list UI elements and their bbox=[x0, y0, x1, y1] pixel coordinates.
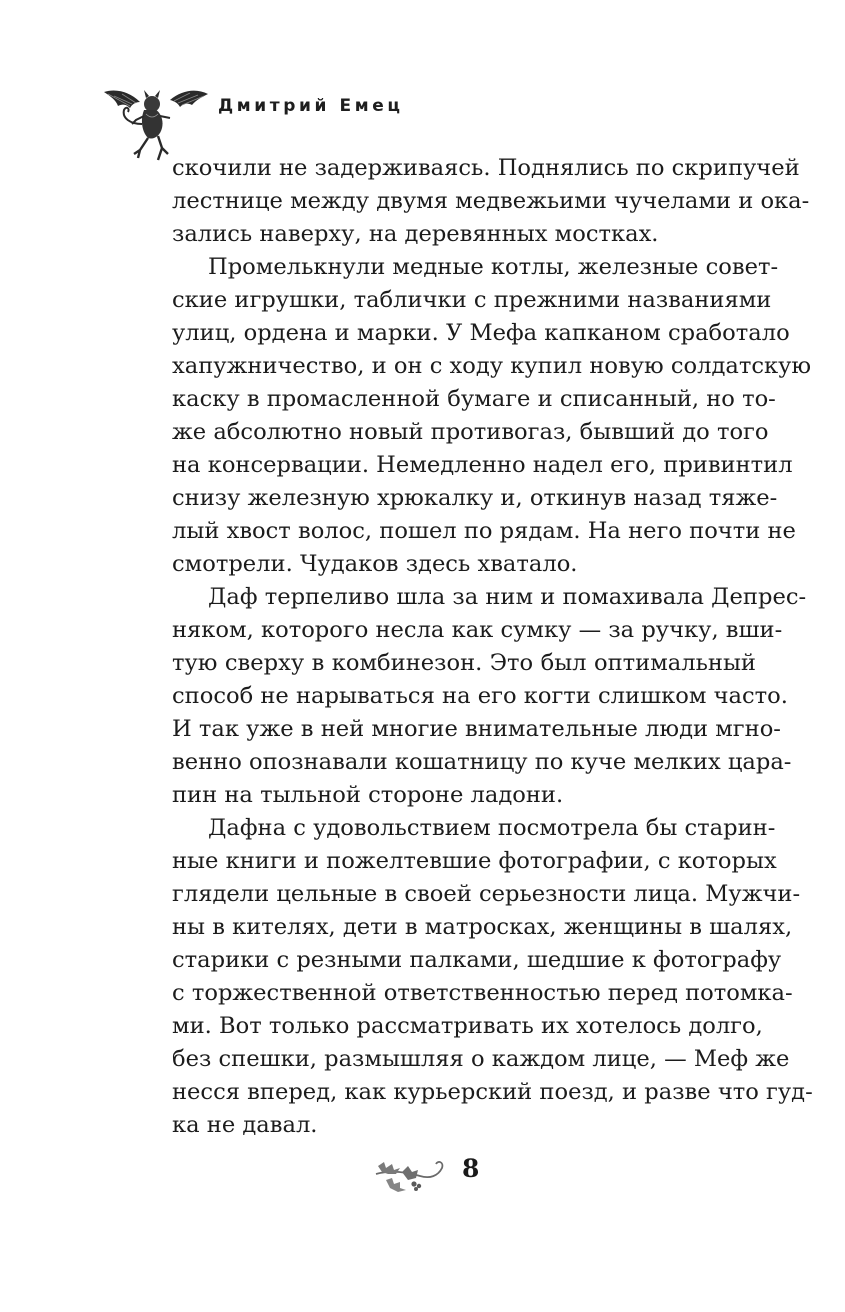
holly-sprig-icon bbox=[372, 1150, 456, 1196]
page-number: 8 bbox=[462, 1154, 480, 1183]
text-line: способ не нарываться на его когти слишком часто. bbox=[172, 683, 788, 709]
text-line: лестнице между двумя медвежьими чучелами и ока- bbox=[172, 188, 810, 214]
text-line: снизу железную хрюкалку и, откинув назад тяже- bbox=[172, 485, 778, 511]
text-line: ка не давал. bbox=[172, 1112, 318, 1138]
text-line: же абсолютно новый противогаз, бывший до того bbox=[172, 419, 769, 445]
text-line: с торжественной ответственностью перед потомка- bbox=[172, 980, 793, 1006]
text-line: ные книги и пожелтевшие фотографии, с которых bbox=[172, 848, 777, 874]
text-line: Даф терпеливо шла за ним и помахивала Депрес- bbox=[208, 584, 807, 610]
text-line: венно опознавали кошатницу по куче мелких цара- bbox=[172, 749, 792, 775]
text-line: няком, которого несла как сумку — за ручку, вши- bbox=[172, 617, 783, 643]
text-line: на консервации. Немедленно надел его, привинтил bbox=[172, 452, 793, 478]
text-line: без спешки, размышляя о каждом лице, — Меф же bbox=[172, 1046, 790, 1072]
text-line: улиц, ордена и марки. У Мефа капканом сработало bbox=[172, 320, 790, 346]
text-line: Дафна с удовольствием посмотрела бы старин- bbox=[208, 815, 776, 841]
text-line: смотрели. Чудаков здесь хватало. bbox=[172, 551, 578, 577]
page-folio bbox=[372, 1148, 492, 1198]
text-line: Промелькнули медные котлы, железные совет- bbox=[208, 254, 779, 280]
text-line: глядели цельные в своей серьезности лица. Мужчи- bbox=[172, 881, 801, 907]
text-line: каску в промасленной бумаге и списанный, но то- bbox=[172, 386, 776, 412]
text-line: пин на тыльной стороне ладони. bbox=[172, 782, 564, 808]
text-line: ские игрушки, таблички с прежними названиями bbox=[172, 287, 772, 313]
body-text bbox=[172, 152, 813, 1142]
text-line: лый хвост волос, пошел по рядам. На него почти не bbox=[172, 518, 796, 544]
text-line: несся вперед, как курьерский поезд, и разве что гуд- bbox=[172, 1079, 813, 1105]
text-line: И так уже в ней многие внимательные люди мгно- bbox=[172, 716, 781, 742]
text-line: скочили не задерживаясь. Поднялись по скрипучей bbox=[172, 155, 800, 181]
text-line: старики с резными палками, шедшие к фотографу bbox=[172, 947, 782, 973]
author-name: Дмитрий Емец bbox=[218, 96, 404, 116]
text-line: хапужничество, и он с ходу купил новую солдатскую bbox=[172, 353, 812, 379]
text-line: ны в кителях, дети в матросках, женщины в шалях, bbox=[172, 914, 793, 940]
text-line: зались наверху, на деревянных мостках. bbox=[172, 221, 659, 247]
text-line: ми. Вот только рассматривать их хотелось долго, bbox=[172, 1013, 763, 1039]
text-line: тую сверху в комбинезон. Это был оптимальный bbox=[172, 650, 756, 676]
